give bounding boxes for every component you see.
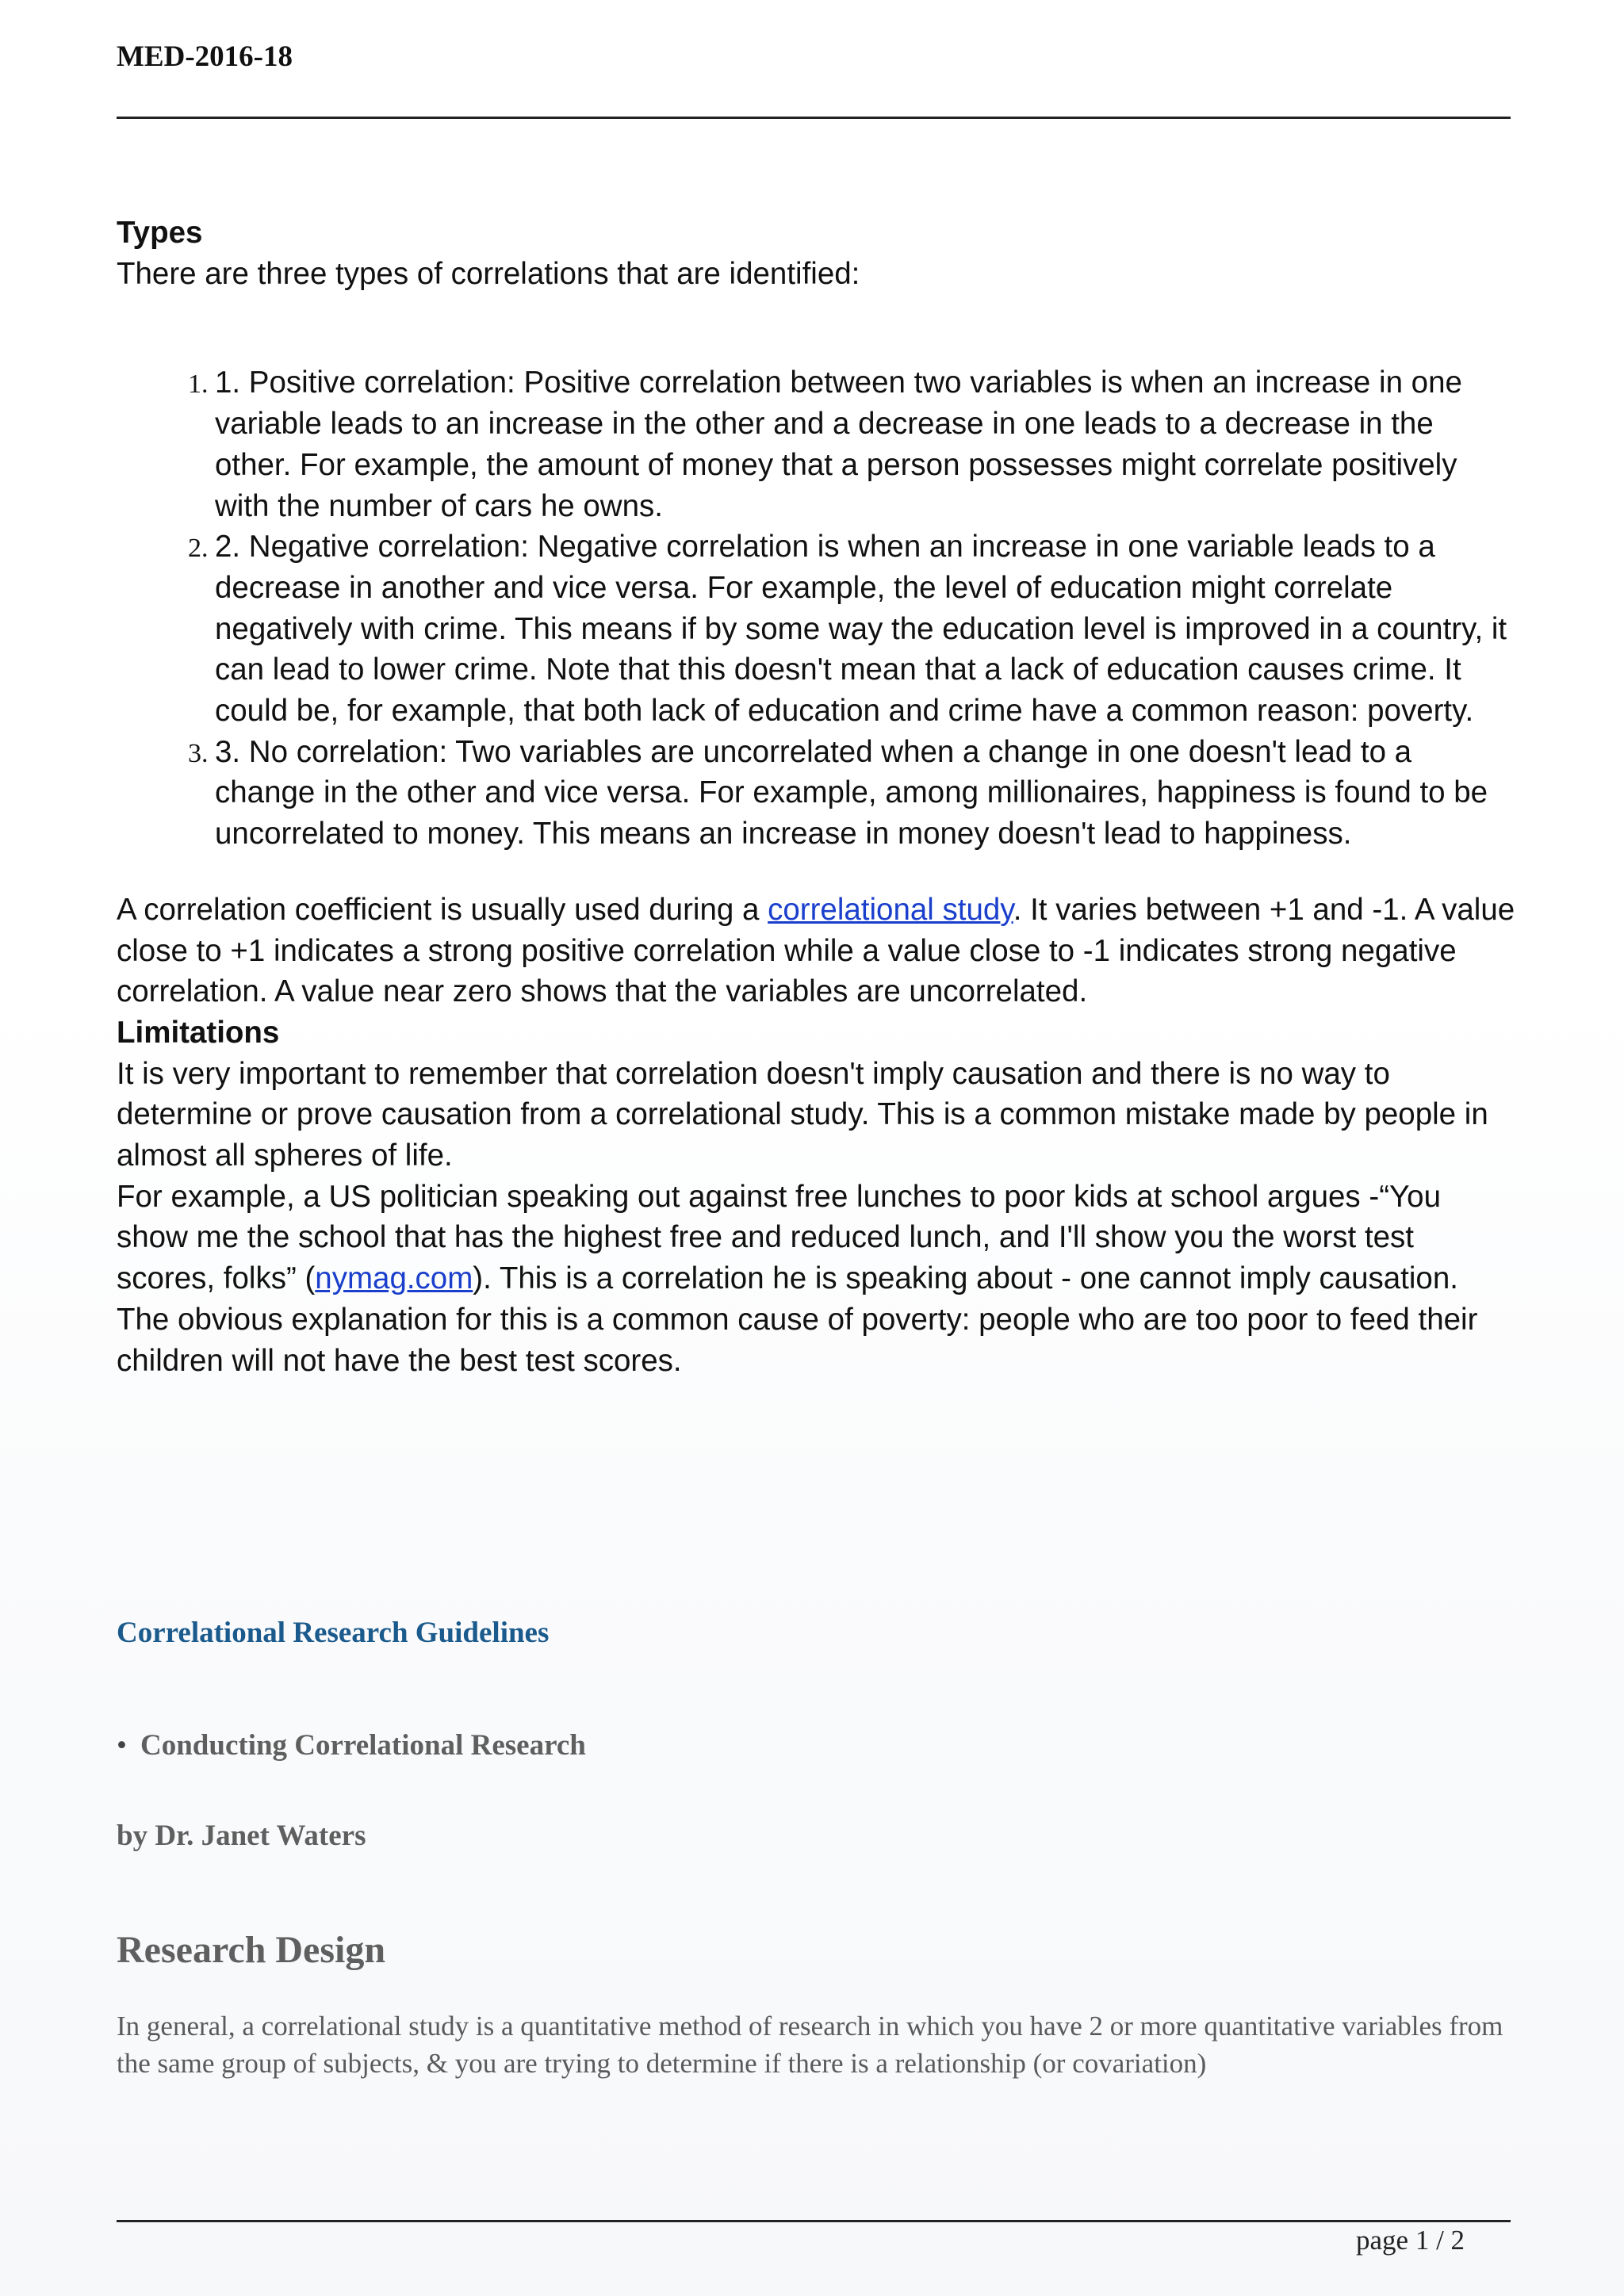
limitations-heading: Limitations [117,1015,280,1050]
types-heading: Types [117,216,203,250]
limitations-paragraph: It is very important to remember that correlation doesn't imply causation and there is no way to determine or prove causation from a correlational study. This is a common mistake made by people in almost all spheres of life. [117,1056,1488,1173]
research-design-body: In general, a correlational study is a quantitative method of research in which you have 2 or more quantitative variables from the same group of subjects, & you are trying to determine if there is a relationship (or covariation) [117,2011,1503,2079]
main-content [117,212,1516,1381]
list-item-negative-correlation: 2. 2. Negative correlation: Negative correlation is when an increase in one variable leads to a decrease in another and vice versa. For example, the level of education might correlate negatively with crime. This means if by some way the education level is improved in a country, it can lead to lower crime. Note that this doesn't mean that a lack of education causes crime. It could be, for example, that both lack of education and crime have a common reason: poverty. [215,526,1516,732]
nymag-link[interactable]: nymag.com [315,1261,473,1296]
author-byline: by Dr. Janet Waters [117,1820,366,1852]
coefficient-text-end: . It varies between +1 and -1. A value close to +1 indicates a strong positive correlation while a value close to -1 indicates strong negative correlation. A value near zero shows that the variables are uncorrelated. [117,892,1515,1009]
types-intro: There are three types of correlations that are identified: [117,256,860,291]
example-paragraph [117,1177,1516,1382]
correlational-study-link[interactable]: correlational study [768,892,1013,927]
example-text-start: For example, a US politician speaking out against free lunches to poor kids at school argues -“You show me the school that has the highest free and reduced lunch, and I'll show you the worst test scores, folks” ( [117,1179,1441,1296]
footer-divider [117,2220,1511,2222]
coefficient-paragraph [117,890,1516,1012]
list-item-positive-correlation: 1. 1. Positive correlation: Positive correlation between two variables is when an increase in one variable leads to an increase in the other and a decrease in one leads to a decrease in the other. For example, the amount of money that a person possesses might correlate positively with the number of cars he owns. [215,362,1516,526]
research-design-heading: Research Design [117,1929,386,1971]
correlation-types-list [117,362,1516,854]
example-text-end: ). This is a correlation he is speaking about - one cannot imply causation. The obvious explanation for this is a common cause of poverty: people who are too poor to feed their children will not have the best test scores. [117,1261,1478,1378]
coefficient-text-start: A correlation coefficient is usually used during a [117,892,768,927]
conducting-research-item [117,1728,586,1762]
guidelines-title: Correlational Research Guidelines [117,1617,550,1649]
list-item-no-correlation: 3. 3. No correlation: Two variables are uncorrelated when a change in one doesn't lead to a change in the other and vice versa. For example, among millionaires, happiness is found to be uncorrelated to money. This means an increase in money doesn't lead to happiness. [215,732,1516,855]
conducting-research-label: Conducting Correlational Research [140,1729,586,1762]
document-code: MED-2016-18 [117,40,293,73]
bullet-icon: • [117,1729,127,1762]
header-divider [117,117,1511,119]
page-number: page 1 / 2 [1356,2225,1465,2256]
